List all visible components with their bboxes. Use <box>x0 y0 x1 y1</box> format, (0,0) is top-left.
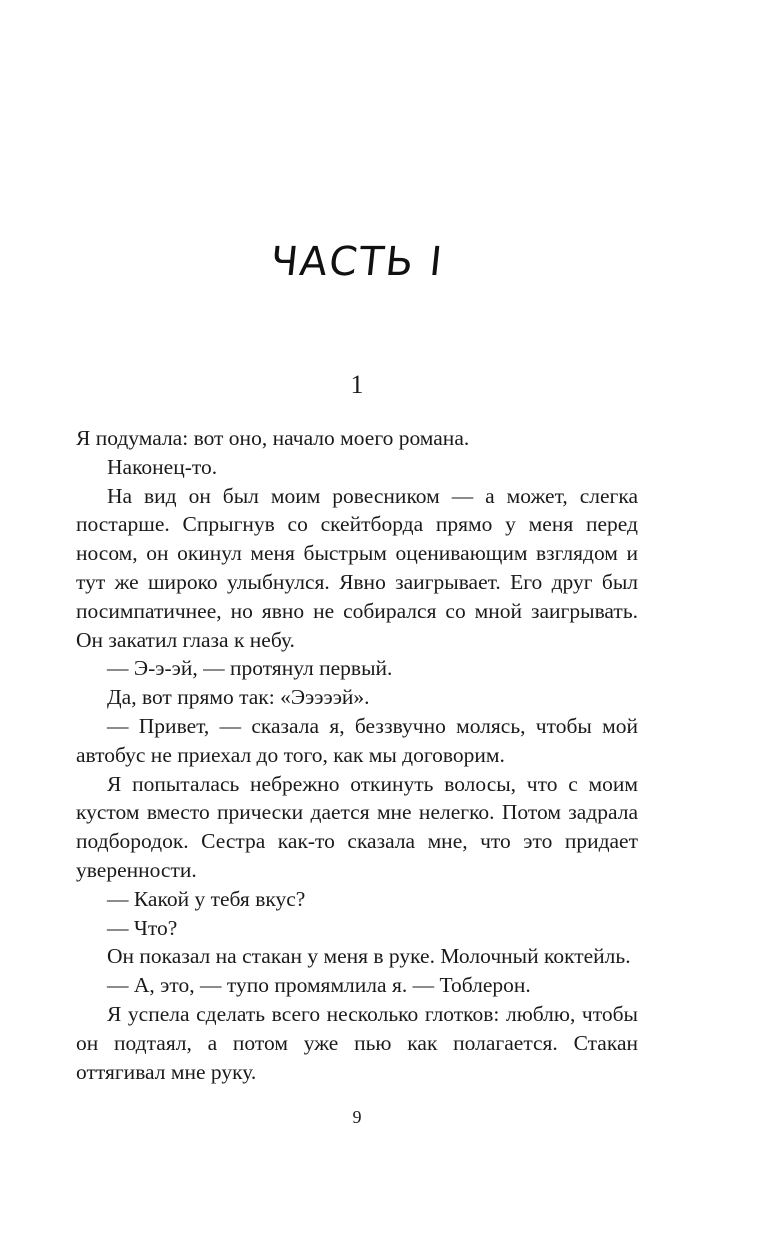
paragraph: — Какой у тебя вкус? <box>107 886 306 911</box>
paragraph: Наконец-то. <box>107 454 218 479</box>
paragraph: Да, вот прямо так: «Эээээй». <box>107 685 370 710</box>
chapter-number: 1 <box>350 370 364 399</box>
page-number: 9 <box>352 1107 362 1127</box>
paragraph: Он показал на стакан у меня в руке. Молочный коктейль. <box>107 944 631 969</box>
paragraph: Я попыталась небрежно откинуть волосы, что с моим кустом вместо прически дается мне нелегко. Потом задрала подбородок. Сестра как-то сказала мне, что это придает уверенности. <box>76 771 638 882</box>
paragraph: — Что? <box>107 915 178 940</box>
paragraph: — Привет, — сказала я, беззвучно молясь, чтобы мой автобус не приехал до того, как мы договорим. <box>76 713 638 767</box>
paragraph: Я подумала: вот оно, начало моего романа. <box>76 426 470 450</box>
paragraph: — Э-э-эй, — протянул первый. <box>107 656 393 681</box>
part-title: ЧАСТЬ I <box>268 239 446 285</box>
paragraph: Я успела сделать всего несколько глотков: люблю, чтобы он подтаял, а потом уже пью как полагается. Стакан оттягивал мне руку. <box>76 1001 638 1084</box>
body-text <box>76 424 638 1086</box>
paragraph: На вид он был моим ровесником — а может, слегка постарше. Спрыгнув со скейтборда прямо у меня перед носом, он окинул меня быстрым оценивающим взглядом и тут же широко улыбнулся. Явно заигрывает. Его друг был посимпатичнее, но явно не собирался со мной заигрывать. Он закатил глаза к небу. <box>76 483 638 652</box>
paragraph: — А, это, — тупо промямлила я. — Тоблерон. <box>107 973 531 998</box>
